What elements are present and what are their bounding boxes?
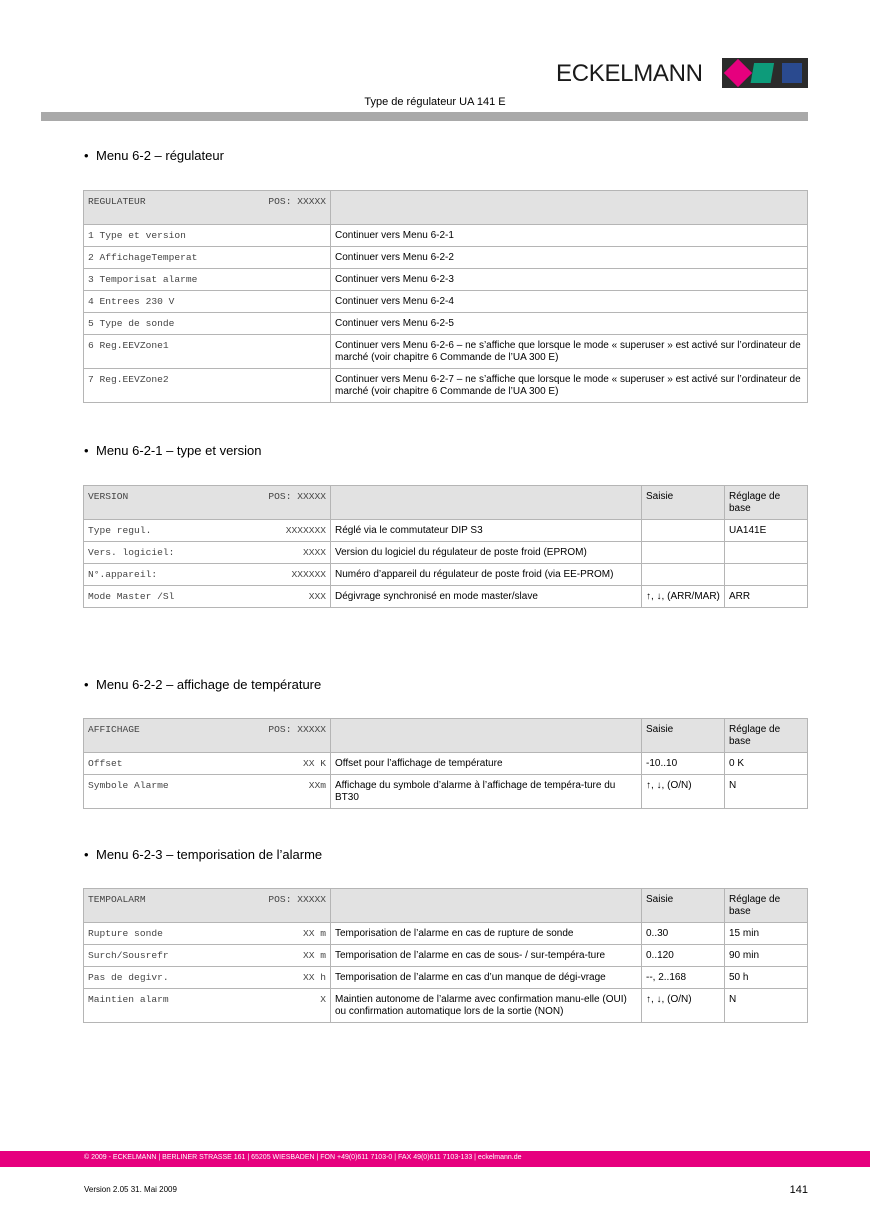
saisie-cell <box>642 564 725 586</box>
table-row <box>84 369 808 403</box>
param-cell <box>84 335 331 369</box>
footer-bar <box>0 1151 870 1167</box>
param-name: Pas de degivr. <box>88 972 169 983</box>
description-cell: Temporisation de l’alarme en cas de rupture de sonde <box>331 923 642 945</box>
description-cell: Continuer vers Menu 6-2-3 <box>331 269 808 291</box>
bullet-icon: • <box>84 677 89 692</box>
menu-table <box>83 485 808 608</box>
param-name: Offset <box>88 758 123 769</box>
base-cell: 90 min <box>725 945 808 967</box>
menu-table <box>83 888 808 1023</box>
param-cell <box>84 753 331 775</box>
menu-table <box>83 190 808 403</box>
bullet-icon: • <box>84 443 89 458</box>
description-cell: Continuer vers Menu 6-2-2 <box>331 247 808 269</box>
param-value: XX m <box>302 928 326 939</box>
param-cell <box>84 486 331 520</box>
table-row <box>84 247 808 269</box>
param-cell <box>84 775 331 809</box>
base-cell: N <box>725 775 808 809</box>
param-value: XXm <box>308 780 326 791</box>
description-cell: Maintien autonome de l’alarme avec confirmation manu-elle (OUI) ou confirmation automatique lors de la sortie (NON) <box>331 989 642 1023</box>
section-title: Menu 6-2-3 – temporisation de l’alarme <box>96 847 323 862</box>
param-cell <box>84 225 331 247</box>
section-heading <box>84 148 224 163</box>
param-cell <box>84 369 331 403</box>
description-cell: Continuer vers Menu 6-2-7 – ne s’affiche que lorsque le mode « superuser » est activé sur l’ordinateur de marché (voir chapitre 6 Commande de l’UA 300 E) <box>331 369 808 403</box>
param-name: VERSION <box>88 491 129 502</box>
saisie-cell: 0..120 <box>642 945 725 967</box>
param-cell <box>84 889 331 923</box>
param-name: N°.appareil: <box>88 569 158 580</box>
param-cell <box>84 923 331 945</box>
table-row <box>84 945 808 967</box>
param-value: XX h <box>302 972 326 983</box>
saisie-cell: -10..10 <box>642 753 725 775</box>
base-cell: 50 h <box>725 967 808 989</box>
saisie-cell: 0..30 <box>642 923 725 945</box>
param-value: XX m <box>302 950 326 961</box>
param-name: Surch/Sousrefr <box>88 950 169 961</box>
param-value: XXX <box>308 591 326 602</box>
brand-name: ECKELMANN <box>556 60 703 87</box>
header-saisie-cell: Saisie <box>642 889 725 923</box>
param-cell <box>84 989 331 1023</box>
param-name: 2 AffichageTemperat <box>88 252 198 263</box>
menu-table <box>83 718 808 809</box>
param-value: POS: XXXXX <box>268 196 326 207</box>
table-row <box>84 775 808 809</box>
description-cell: Continuer vers Menu 6-2-5 <box>331 313 808 335</box>
param-value: POS: XXXXX <box>268 724 326 735</box>
param-cell <box>84 191 331 225</box>
section-title: Menu 6-2 – régulateur <box>96 148 224 163</box>
base-cell <box>725 564 808 586</box>
param-cell <box>84 542 331 564</box>
param-value: POS: XXXXX <box>268 894 326 905</box>
base-cell <box>725 542 808 564</box>
header-desc-cell <box>331 719 642 753</box>
table-row <box>84 989 808 1023</box>
section-title: Menu 6-2-1 – type et version <box>96 443 262 458</box>
description-cell: Continuer vers Menu 6-2-4 <box>331 291 808 313</box>
param-name: 5 Type de sonde <box>88 318 175 329</box>
param-name: Mode Master /Sl <box>88 591 175 602</box>
table-row <box>84 269 808 291</box>
eckelmann-logo <box>556 58 810 88</box>
section-heading <box>84 847 322 862</box>
saisie-cell: ↑, ↓, (ARR/MAR) <box>642 586 725 608</box>
saisie-cell <box>642 542 725 564</box>
section-title: Menu 6-2-2 – affichage de température <box>96 677 322 692</box>
param-value: XX K <box>302 758 326 769</box>
document-subtitle: Type de régulateur UA 141 E <box>364 96 506 108</box>
footer-contact: © 2009 - ECKELMANN | BERLINER STRASSE 161 | 65205 WIESBADEN | FON +49(0)611 7103-0 | FAX 49(0)611 7103-133 | eckelmann.de <box>84 1154 522 1161</box>
header-saisie-cell: Saisie <box>642 719 725 753</box>
table-row <box>84 586 808 608</box>
table-header-row <box>84 889 808 923</box>
param-cell <box>84 719 331 753</box>
param-name: Vers. logiciel: <box>88 547 175 558</box>
param-name: 4 Entrees 230 V <box>88 296 175 307</box>
param-cell <box>84 520 331 542</box>
param-cell <box>84 564 331 586</box>
description-cell: Offset pour l’affichage de température <box>331 753 642 775</box>
param-value: XXXXXX <box>291 569 326 580</box>
param-name: REGULATEUR <box>88 196 146 207</box>
table-row <box>84 520 808 542</box>
header-divider <box>41 112 808 121</box>
description-cell: Continuer vers Menu 6-2-6 – ne s’affiche que lorsque le mode « superuser » est activé sur l’ordinateur de marché (voir chapitre 6 Commande de l’UA 300 E) <box>331 335 808 369</box>
param-value: XXXXXXX <box>285 525 326 536</box>
base-cell: UA141E <box>725 520 808 542</box>
table-row <box>84 313 808 335</box>
table-row <box>84 335 808 369</box>
param-value: X <box>320 994 326 1005</box>
param-cell <box>84 967 331 989</box>
header-saisie-cell: Saisie <box>642 486 725 520</box>
table-row <box>84 923 808 945</box>
version-date: Version 2.05 31. Mai 2009 <box>84 1185 177 1194</box>
page-number: 141 <box>789 1184 808 1196</box>
saisie-cell <box>642 520 725 542</box>
table-row <box>84 542 808 564</box>
header-base-cell: Réglage de base <box>725 486 808 520</box>
param-name: TEMPOALARM <box>88 894 146 905</box>
description-cell: Réglé via le commutateur DIP S3 <box>331 520 642 542</box>
base-cell: 15 min <box>725 923 808 945</box>
header-base-cell: Réglage de base <box>725 719 808 753</box>
bullet-icon: • <box>84 847 89 862</box>
base-cell: N <box>725 989 808 1023</box>
param-cell <box>84 247 331 269</box>
saisie-cell: ↑, ↓, (O/N) <box>642 989 725 1023</box>
section-heading <box>84 443 261 458</box>
table-row <box>84 967 808 989</box>
table-row <box>84 564 808 586</box>
header-desc-cell <box>331 191 808 225</box>
saisie-cell: --, 2..168 <box>642 967 725 989</box>
param-name: 3 Temporisat alarme <box>88 274 198 285</box>
description-cell: Affichage du symbole d’alarme à l’affichage de tempéra-ture du BT30 <box>331 775 642 809</box>
section-heading <box>84 677 321 692</box>
param-name: Type regul. <box>88 525 152 536</box>
param-value: XXXX <box>302 547 326 558</box>
table-header-row <box>84 719 808 753</box>
param-cell <box>84 313 331 335</box>
description-cell: Numéro d’appareil du régulateur de poste froid (via EE-PROM) <box>331 564 642 586</box>
param-value: POS: XXXXX <box>268 491 326 502</box>
description-cell: Temporisation de l’alarme en cas d’un manque de dégi-vrage <box>331 967 642 989</box>
param-name: AFFICHAGE <box>88 724 140 735</box>
param-name: Symbole Alarme <box>88 780 169 791</box>
table-row <box>84 753 808 775</box>
description-cell: Continuer vers Menu 6-2-1 <box>331 225 808 247</box>
param-name: Maintien alarm <box>88 994 169 1005</box>
logo-squares-icon <box>722 58 808 88</box>
param-cell <box>84 269 331 291</box>
saisie-cell: ↑, ↓, (O/N) <box>642 775 725 809</box>
param-name: Rupture sonde <box>88 928 163 939</box>
base-cell: 0 K <box>725 753 808 775</box>
param-name: 7 Reg.EEVZone2 <box>88 374 169 385</box>
param-name: 1 Type et version <box>88 230 186 241</box>
param-name: 6 Reg.EEVZone1 <box>88 340 169 351</box>
description-cell: Temporisation de l’alarme en cas de sous- / sur-tempéra-ture <box>331 945 642 967</box>
table-header-row <box>84 191 808 225</box>
table-header-row <box>84 486 808 520</box>
table-row <box>84 225 808 247</box>
param-cell <box>84 945 331 967</box>
table-row <box>84 291 808 313</box>
description-cell: Dégivrage synchronisé en mode master/slave <box>331 586 642 608</box>
description-cell: Version du logiciel du régulateur de poste froid (EPROM) <box>331 542 642 564</box>
param-cell <box>84 586 331 608</box>
bullet-icon: • <box>84 148 89 163</box>
header-base-cell: Réglage de base <box>725 889 808 923</box>
header-desc-cell <box>331 889 642 923</box>
header-desc-cell <box>331 486 642 520</box>
param-cell <box>84 291 331 313</box>
base-cell: ARR <box>725 586 808 608</box>
